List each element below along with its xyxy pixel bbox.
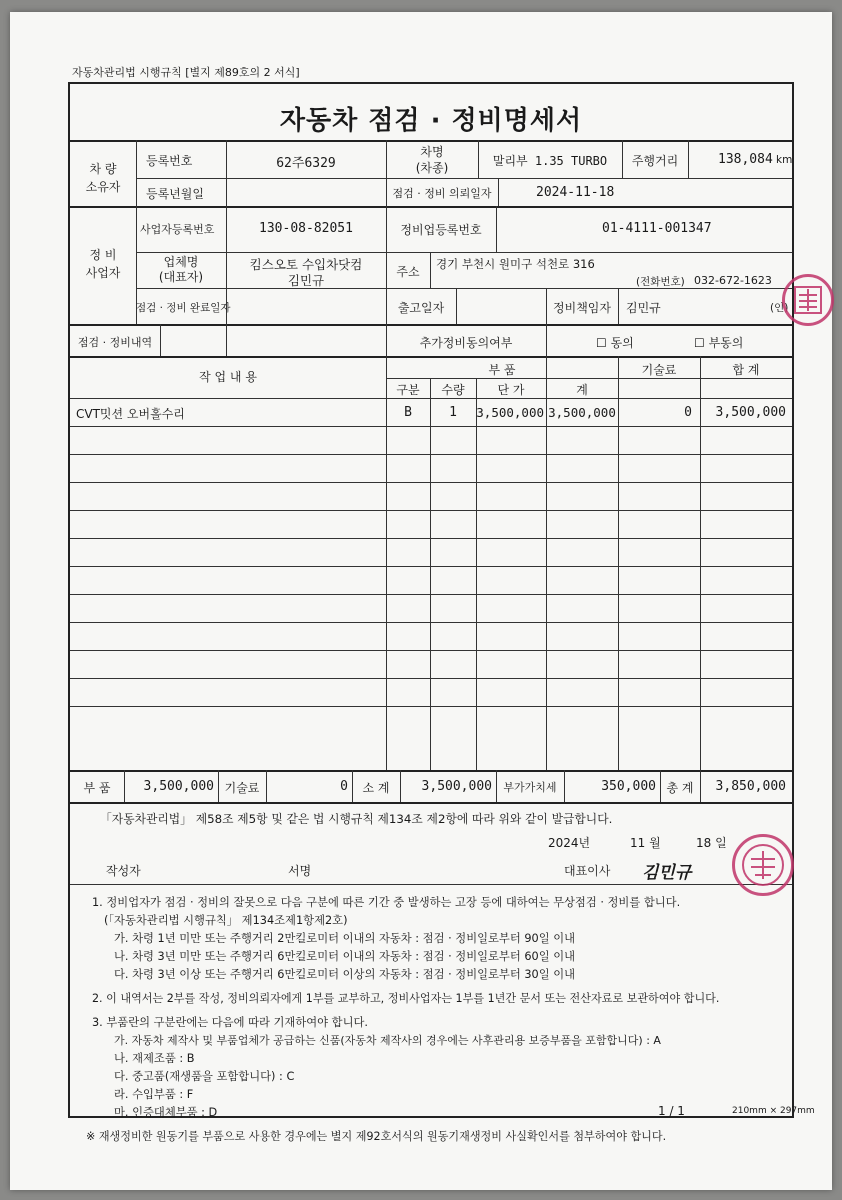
total-header: 합 계	[732, 363, 760, 377]
details-label: 점검 · 정비내역	[77, 336, 153, 349]
shop-reg-label: 정비업등록번호	[400, 223, 482, 237]
part-qty: 1	[449, 405, 457, 420]
grand-total-value: 3,850,000	[715, 779, 786, 794]
model-label: 차명 (차종)	[415, 145, 449, 175]
completion-date-label: 점검 · 정비 완료일자	[136, 302, 231, 314]
rep-signature: 김민규	[642, 863, 692, 883]
document-title: 자동차 점검 · 정비명세서	[279, 106, 583, 136]
vat-value: 350,000	[601, 779, 656, 794]
reg-no-label: 등록번호	[146, 154, 193, 168]
phone-value: 032-672-1623	[694, 274, 772, 287]
parts-total-value: 3,500,000	[143, 779, 214, 794]
statement-form	[68, 82, 794, 1143]
note-4: ※ 재생정비한 원동기를 부품으로 사용한 경우에는 별지 제92호서식의 원동기재생정비 사실확인서를 첨부하여야 합니다.	[86, 1130, 667, 1143]
subtotal-value: 3,500,000	[421, 779, 492, 794]
labor-fee: 0	[684, 405, 692, 420]
note-1c: 다. 차령 3년 이상 또는 주행거리 6만킬로미터 이상의 자동차 : 점검 · 정비일로부터 30일 이내	[114, 968, 576, 981]
note-3c: 다. 중고품(재생품을 포함합니다) : C	[114, 1070, 295, 1083]
biz-no-value: 130-08-82051	[259, 221, 353, 236]
work-description: CVT밋션 오버홀수리	[76, 407, 185, 421]
shop-reg-value: 01-4111-001347	[602, 221, 712, 236]
issuance-statement: 「자동차관리법」 제58조 제5항 및 같은 법 시행규칙 제134조 제2항에 따라 위와 같이 발급합니다.	[100, 812, 613, 826]
part-unit-price: 3,500,000	[476, 405, 544, 420]
representative-seal-stamp	[732, 834, 794, 896]
request-date-label: 점검 · 정비 의뢰일자	[392, 187, 492, 200]
issue-day: 18 일	[696, 836, 727, 850]
manager-label: 정비책임자	[553, 301, 611, 315]
row-total: 3,500,000	[715, 405, 786, 420]
manager-name: 김민규	[626, 301, 661, 315]
note-3: 3. 부품란의 구분란에는 다음에 따라 기재하여야 합니다.	[92, 1016, 368, 1029]
issue-year: 2024년	[548, 836, 591, 850]
part-sum: 3,500,000	[548, 405, 616, 420]
mileage-value: 138,084	[718, 152, 773, 167]
note-1-ref: (「자동차관리법 시행규칙」 제134조제1항제2호)	[104, 914, 348, 927]
address-label: 주소	[396, 265, 420, 279]
page-number: 1 / 1	[658, 1104, 685, 1118]
paper-size: 210mm × 297mm	[732, 1106, 815, 1116]
note-3b: 나. 재제조품 : B	[114, 1052, 195, 1065]
note-3a: 가. 자동차 제작사 및 부품업체가 공급하는 신품(자동차 제작사의 경우에는 사후관리용 보증부품을 포함합니다) : A	[114, 1034, 661, 1047]
rep-label: 대표이사	[564, 864, 611, 878]
consent-disagree-checkbox[interactable]: ☐ 부동의	[694, 336, 744, 350]
labor-header: 기술료	[641, 363, 677, 377]
note-3d: 라. 수입부품 : F	[114, 1088, 194, 1101]
phone-label: (전화번호)	[636, 276, 685, 288]
consent-agree-checkbox[interactable]: ☐ 동의	[596, 336, 634, 350]
company-name: 킴스오토 수입차닷컴	[249, 257, 363, 272]
address-value: 경기 부천시 원미구 석천로 316	[436, 257, 595, 271]
sub-qty-header: 수량	[441, 383, 465, 397]
note-3e: 마. 인증대체부품 : D	[114, 1106, 218, 1119]
parts-header: 부 품	[488, 363, 516, 377]
representative-name: 김민규	[287, 273, 325, 288]
sub-unit-header: 단 가	[497, 383, 525, 397]
subtotal-label: 소 계	[362, 781, 390, 795]
parts-total-label: 부 품	[83, 781, 111, 795]
mileage-label: 주행거리	[631, 154, 679, 168]
work-header: 작 업 내 용	[199, 370, 257, 384]
part-type: B	[404, 405, 412, 420]
sign-label: 서명	[288, 864, 312, 878]
issue-month: 11 월	[630, 836, 661, 850]
note-1b: 나. 차령 3년 미만 또는 주행거리 6만킬로미터 이내의 자동차 : 점검 · 정비일로부터 60일 이내	[114, 950, 576, 963]
grand-total-label: 총 계	[666, 781, 694, 795]
company-label: 업체명 (대표자)	[158, 255, 204, 284]
consent-label: 추가정비동의여부	[419, 336, 513, 350]
writer-label: 작성자	[106, 864, 141, 878]
note-1: 1. 정비업자가 점검 · 정비의 잘못으로 다음 구분에 따른 기간 중 발생하는 고장 등에 대하여는 무상점검 · 정비를 합니다.	[92, 896, 681, 909]
seal-mark: (인)	[770, 302, 789, 314]
sub-sum-header: 계	[576, 383, 588, 397]
document-page	[10, 12, 832, 1190]
model-value: 말리부 1.35 TURBO	[492, 154, 608, 168]
request-date-value: 2024-11-18	[536, 185, 615, 200]
note-1a: 가. 차령 1년 미만 또는 주행거리 2만킬로미터 이내의 자동차 : 점검 · 정비일로부터 90일 이내	[114, 932, 576, 945]
vat-label: 부가가치세	[503, 781, 557, 794]
reg-date-label: 등록년월일	[146, 187, 204, 201]
company-seal-stamp	[782, 274, 834, 326]
biz-no-label: 사업자등록번호	[140, 223, 215, 236]
labor-total-label: 기술료	[224, 781, 260, 795]
mileage-unit: km	[776, 154, 793, 166]
owner-section-label: 차 량 소유자	[85, 162, 121, 194]
reg-no-value: 62주6329	[276, 156, 336, 171]
form-reference: 자동차관리법 시행규칙 [별지 제89호의 2 서식]	[72, 66, 300, 79]
sub-type-header: 구분	[396, 383, 420, 397]
note-2: 2. 이 내역서는 2부를 작성, 정비의뢰자에게 1부를 교부하고, 정비사업자는 1부를 1년간 문서 또는 전산자료로 보관하여야 합니다.	[92, 992, 720, 1005]
release-date-label: 출고일자	[397, 301, 445, 315]
labor-total-value: 0	[340, 779, 348, 794]
business-section-label: 정 비 사업자	[85, 248, 121, 280]
